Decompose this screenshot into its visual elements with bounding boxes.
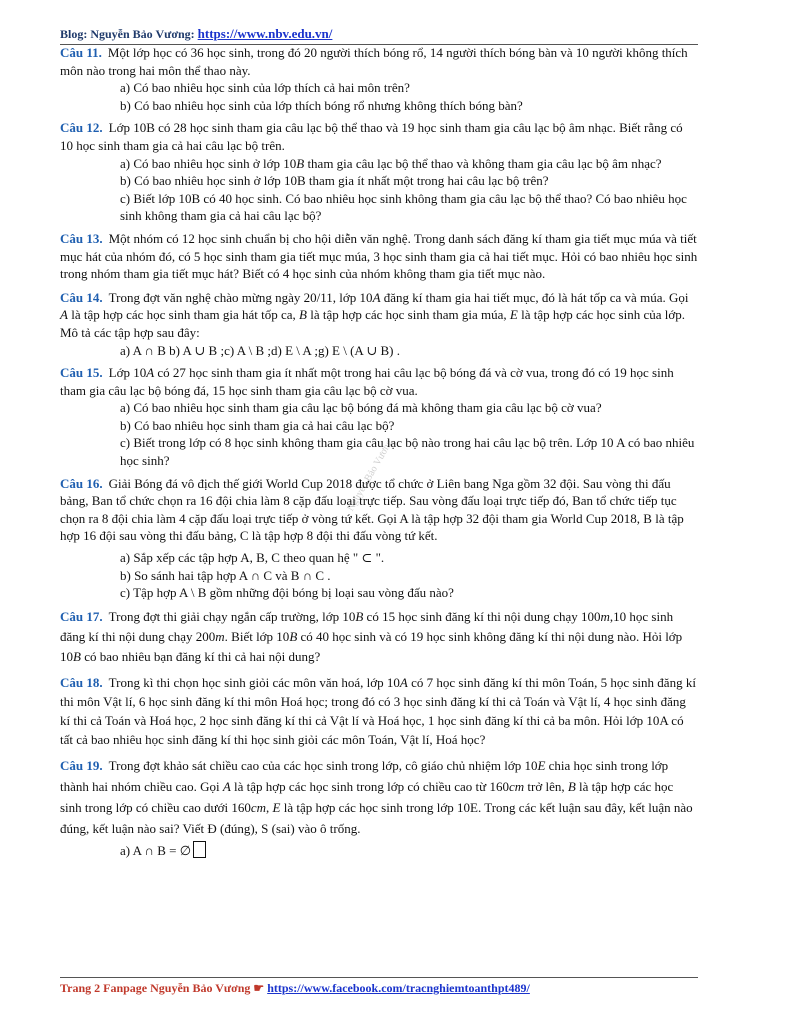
question-12-item-b: b) Có bao nhiêu học sinh ở lớp 10B tham gia ít nhất một trong hai câu lạc bộ trên? bbox=[120, 173, 549, 189]
question-15 bbox=[60, 364, 698, 470]
question-label: Câu 12. bbox=[60, 120, 103, 136]
question-16-text: Câu 16. Giải Bóng đá vô địch thế giới World Cup 2018 được tổ chức ở Liên bang Nga gồm 32 đội. Sau vòng thi đấu bảng, Ban tổ chức chọn ra 16 đội chia làm 8 cặp đấu loại trực tiếp. Sau vòng đấu loại trực tiếp đó, Ban tổ chức tiếp tục chọn ra 8 đội chia làm 4 cặp đấu loại trực tiếp ở vòng tứ kết. Gọi A là tập hợp 32 đội tham gia World Cup 2018, B là tập hợp 16 đội sau vòng thi đấu bảng, C là tập hợp 8 đội thi đấu vòng tứ kết. bbox=[60, 475, 684, 544]
question-12-text: Câu 12. Lớp 10B có 28 học sinh tham gia câu lạc bộ thể thao và 19 học sinh tham gia câu lạc bộ âm nhạc. Biết rằng có 10 học sinh tham gia cả hai câu lạc bộ trên. bbox=[60, 120, 683, 153]
question-label: Câu 19. bbox=[60, 757, 103, 773]
question-11-text: Câu 11. Một lớp học có 36 học sinh, trong đó 20 người thích bóng rổ, 14 người thích bóng bàn và 10 người không thích môn nào trong hai môn thể thao này. bbox=[60, 45, 688, 78]
blog-label: Blog: Nguyễn Bảo Vương: bbox=[60, 27, 198, 41]
question-15-item-b: b) Có bao nhiêu học sinh tham gia cả hai câu lạc bộ? bbox=[120, 417, 395, 433]
question-15-item-a: a) Có bao nhiêu học sinh tham gia câu lạc bộ bóng đá mà không tham gia câu lạc bộ cờ vua? bbox=[120, 400, 602, 416]
facebook-link[interactable]: https://www.facebook.com/tracnghiemtoanthpt489/ bbox=[267, 981, 530, 995]
question-16-item-c: c) Tập hợp A \ B gồm những đội bóng bị loại sau vòng đấu nào? bbox=[120, 585, 454, 601]
question-12-item-c: c) Biết lớp 10B có 40 học sinh. Có bao nhiêu học sinh không tham gia câu lạc bộ thể thao? Có bao nhiêu học sinh không tham gia cả hai câu lạc bộ? bbox=[120, 190, 687, 224]
question-label: Câu 14. bbox=[60, 289, 103, 305]
question-19-item-a: a) A ∩ B = ∅ bbox=[60, 841, 698, 860]
question-label: Câu 16. bbox=[60, 475, 103, 491]
question-16-item-a: a) Sắp xếp các tập hợp A, B, C theo quan hệ " ⊂ ". bbox=[120, 550, 385, 566]
question-19-text: Câu 19. Trong đợt khảo sát chiều cao của các học sinh trong lớp, cô giáo chủ nhiệm lớp 10E chia học sinh trong lớp thành hai nhóm chiều cao. Gọi A là tập hợp các học sinh trong lớp có chiều cao từ 160cm trở lên, B là tập hợp các học sinh trong lớp có chiều cao dưới 160cm, E là tập hợp các học sinh trong lớp 10E. Trong các kết luận sau đây, kết luận nào đúng, kết luận nào sai? Viết Đ (đúng), S (sai) vào ô trống. bbox=[60, 757, 693, 836]
question-17 bbox=[60, 607, 698, 667]
question-14-text: Câu 14. Trong đợt văn nghệ chào mừng ngày 20/11, lớp 10A đăng kí tham gia hai tiết mục, đó là hát tốp ca và múa. Gọi A là tập hợp các học sinh tham gia hát tốp ca, B là tập hợp các học sinh tham gia múa, E là tập hợp các học sinh của lớp. Mô tả các tập hợp sau đây: bbox=[60, 289, 689, 340]
page-footer bbox=[60, 977, 698, 996]
question-18 bbox=[60, 673, 698, 749]
blog-link[interactable]: https://www.nbv.edu.vn/ bbox=[197, 26, 333, 41]
question-16 bbox=[60, 475, 698, 602]
question-label: Câu 11. bbox=[60, 45, 102, 60]
question-11-item-b: b) Có bao nhiêu học sinh của lớp thích bóng rổ nhưng không thích bóng bàn? bbox=[120, 97, 523, 113]
question-label: Câu 13. bbox=[60, 230, 103, 246]
document-body bbox=[60, 44, 698, 859]
question-16-item-b: b) So sánh hai tập hợp A ∩ C và B ∩ C . bbox=[120, 567, 331, 583]
question-11-item-a: a) Có bao nhiêu học sinh của lớp thích cả hai môn trên? bbox=[120, 80, 410, 96]
question-15-item-c: c) Biết trong lớp có 8 học sinh không tham gia câu lạc bộ nào trong hai câu lạc bộ trên. Lớp 10 A có bao nhiêu học sinh? bbox=[120, 435, 695, 469]
question-11 bbox=[60, 44, 698, 114]
watermark: Nguyễn Bảo Vương bbox=[345, 437, 396, 514]
page-header bbox=[60, 26, 698, 45]
question-13 bbox=[60, 230, 698, 283]
question-18-text: Câu 18. Trong kì thi chọn học sinh giỏi các môn văn hoá, lớp 10A có 7 học sinh đăng kí thi môn Toán, 5 học sinh đăng kí thi môn Vật lí, 6 học sinh đăng kí thi môn Hoá học; trong đó có 3 học sinh đăng kí thi cả Toán và Vật lí, 4 học sinh đăng kí thi cả Toán và Hoá học, 2 học sinh đăng kí thi cả Vật lí và Hoá học, 1 học sinh đăng kí thi cả ba môn. Hỏi lớp 10A có tất cả bao nhiêu học sinh đăng kí thi học sinh giỏi các môn Toán, Vật lí, Hoá học? bbox=[60, 674, 696, 747]
question-14-items: a) A ∩ B b) A ∪ B ;c) A \ B ;d) E \ A ;g) E \ (A ∪ B) . bbox=[120, 342, 400, 358]
question-label: Câu 18. bbox=[60, 674, 103, 690]
question-17-text: Câu 17. Trong đợt thi giải chạy ngắn cấp trường, lớp 10B có 15 học sinh đăng kí thi nội dung chạy 100m,10 học sinh đăng kí thi nội dung chạy 200m. Biết lớp 10B có 40 học sinh và có 19 học sinh không đăng kí thi nội dung nào. Hỏi lớp 10B có bao nhiêu bạn đăng kí thi cả hai nội dung? bbox=[60, 608, 683, 664]
question-12-item-a: a) Có bao nhiêu học sinh ở lớp 10B tham gia câu lạc bộ thể thao và không tham gia câu lạc bộ âm nhạc? bbox=[120, 155, 662, 171]
question-12 bbox=[60, 119, 698, 225]
footer-text: Trang 2 Fanpage Nguyễn Bảo Vương ☛ bbox=[60, 981, 268, 995]
answer-box[interactable] bbox=[193, 841, 206, 858]
question-19 bbox=[60, 755, 698, 860]
question-15-text: Câu 15. Lớp 10A có 27 học sinh tham gia ít nhất một trong hai câu lạc bộ bóng đá và cờ vua, trong đó có 19 học sinh tham gia câu lạc bộ bóng đá, 15 học sinh tham gia câu lạc bộ cờ vua. bbox=[60, 365, 674, 398]
question-label: Câu 15. bbox=[60, 365, 103, 381]
question-14 bbox=[60, 289, 698, 359]
question-13-text: Câu 13. Một nhóm có 12 học sinh chuẩn bị cho hội diễn văn nghệ. Trong danh sách đăng kí tham gia tiết mục múa và tiết mục hát của nhóm đó, có 5 học sinh tham gia tiết mục múa, 3 học sinh tham gia cả hai tiết mục. Hỏi có bao nhiêu học sinh trong nhóm tham gia tiết mục hát? Biết có 4 học sinh của nhóm không tham gia tiết mục nào. bbox=[60, 230, 698, 282]
question-label: Câu 17. bbox=[60, 608, 103, 624]
